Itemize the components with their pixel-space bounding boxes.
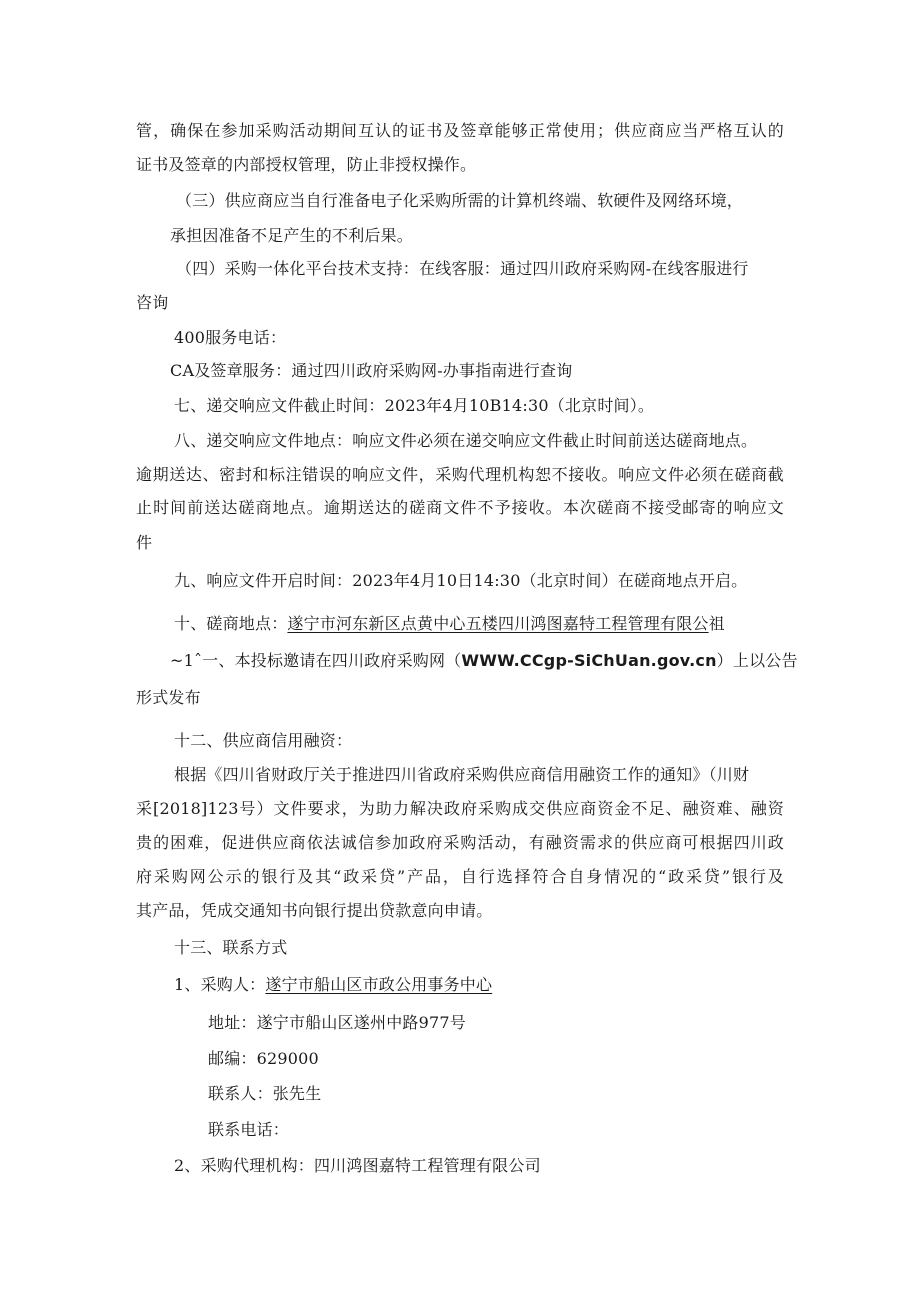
text-line: 九、响应文件开启时间：2023年4月10日14:30（北京时间）在磋商地点开启。 — [174, 571, 748, 590]
text-fragment: ~1ˆ一、本投标邀请在四川政府采购网（ — [170, 651, 462, 670]
text-fragment: ）上以公告 — [716, 651, 798, 670]
section-heading: 十二、供应商信用融资： — [174, 731, 353, 750]
text-line: 证书及签章的内部授权管理，防止非授权操作。 — [136, 155, 477, 174]
text-line: 承担因准备不足产生的不利后果。 — [170, 226, 414, 245]
meeting-location-line — [174, 613, 725, 635]
text-line: 根据《四川省财政厅关于推进四川省政府采购供应商信用融资工作的通知》（川财 — [174, 765, 750, 784]
text-line: 形式发布 — [136, 688, 201, 707]
contact-person-line: 联系人：张先生 — [208, 1084, 322, 1103]
text-line: 采[2018]123号）文件要求，为助力解决政府采购成交供应商资金不足、融资难、融资 — [136, 799, 784, 818]
text-line: CA及签章服务：通过四川政府采购网-办事指南进行查询 — [170, 361, 573, 380]
contact-phone-line: 联系电话： — [208, 1120, 290, 1139]
text-label: 1、采购人： — [174, 975, 266, 994]
agency-line: 2、采购代理机构：四川鸿图嘉特工程管理有限公司 — [174, 1156, 541, 1175]
text-line: （三）供应商应当自行准备电子化采购所需的计算机终端、软硬件及网络环境， — [176, 191, 744, 210]
text-line: 贵的困难，促进供应商依法诚信参加政府采购活动，有融资需求的供应商可根据四川政 — [136, 833, 784, 852]
text-line: 400服务电话： — [174, 328, 287, 347]
text-label: 十、磋商地点： — [174, 614, 288, 633]
purchaser-line — [174, 974, 492, 996]
text-line: 件 — [136, 533, 153, 552]
text-line: 七、递交响应文件截止时间：2023年4月10B14:30（北京时间）。 — [174, 396, 655, 415]
text-line: 止时间前送达磋商地点。逾期送达的磋商文件不予接收。本次磋商不接受邮寄的响应文 — [136, 498, 784, 517]
text-line: 咨询 — [136, 293, 169, 312]
publication-line — [170, 650, 798, 672]
section-heading: 十三、联系方式 — [174, 938, 288, 957]
text-fragment: 祖 — [708, 614, 725, 633]
text-line: 八、递交响应文件地点：响应文件必须在递交响应文件截止时间前送达磋商地点。 — [174, 431, 758, 450]
text-line: 其产品，凭成交通知书向银行提出贷款意向申请。 — [136, 901, 493, 920]
text-line: （四）采购一体化平台技术支持：在线客服：通过四川政府采购网-在线客服进行 — [176, 259, 749, 278]
postcode-line: 邮编：629000 — [208, 1049, 319, 1068]
address-line: 地址：遂宁市船山区遂州中路977号 — [208, 1013, 466, 1032]
purchaser-name-link[interactable]: 遂宁市船山区市政公用事务中心 — [265, 975, 493, 994]
text-line: 府采购网公示的银行及其“政采贷”产品，自行选择符合自身情况的“政采贷”银行及 — [136, 867, 784, 886]
text-line: 逾期送达、密封和标注错误的响应文件，采购代理机构恕不接收。响应文件必须在磋商截 — [136, 465, 784, 484]
text-line: 管，确保在参加采购活动期间互认的证书及签章能够正常使用；供应商应当严格互认的 — [136, 121, 784, 140]
meeting-location-link[interactable]: 遂宁市河东新区点黄中心五楼四川鸿图嘉特工程管理有限公 — [287, 614, 709, 633]
website-link[interactable]: WWW.CCgp-SiChUan.gov.cn — [461, 651, 717, 670]
